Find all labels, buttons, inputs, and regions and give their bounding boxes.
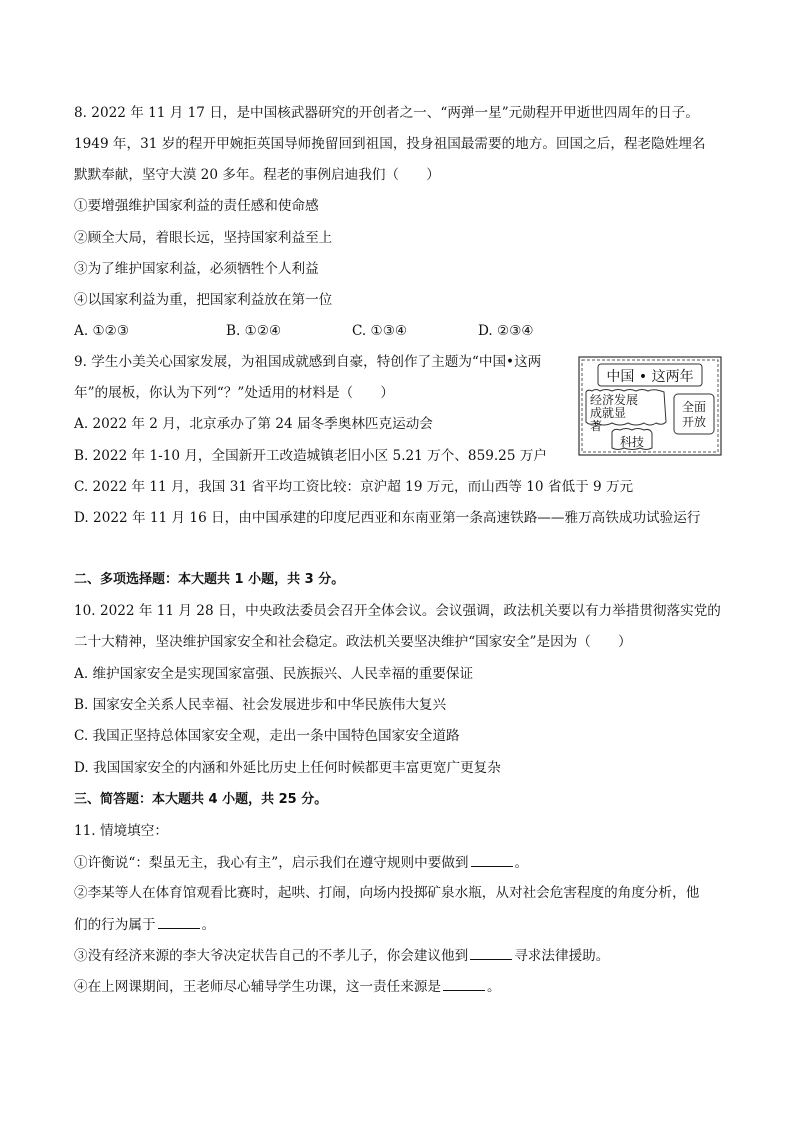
q9-option-c[interactable]: C. 2022 年 11 月，我国 31 省平均工资比较：京沪超 19 万元，而山西等 10 省低于 9 万元 (74, 479, 634, 495)
board-economy-line-1: 经济发展 (590, 393, 639, 407)
q11-item-4-tail: 。 (487, 979, 501, 995)
q10-option-d[interactable]: D. 我国国家安全的内涵和外延比历史上任何时候都更丰富更宽广更复杂 (74, 760, 501, 776)
q10-stem-line-1: 10. 2022 年 11 月 28 日，中央政法委员会召开全体会议。会议强调，政法机关要以有力举措贯彻落实党的 (74, 603, 721, 619)
section-3-heading: 三、简答题：本大题共 4 小题，共 25 分。 (74, 792, 328, 807)
q11-item-3-tail: 寻求法律援助。 (514, 948, 610, 964)
q11-item-1-blank[interactable] (471, 852, 513, 867)
q11-item-4 (74, 976, 501, 997)
q8-statement-4: ④以国家利益为重，把国家利益放在第一位 (74, 292, 333, 308)
q11-item-2-blank[interactable] (158, 914, 200, 929)
q11-item-4-blank[interactable] (443, 976, 485, 991)
board-open-line-2: 开放 (681, 415, 707, 429)
q10-option-a[interactable]: A. 维护国家安全是实现国家富强、民族振兴、人民幸福的重要保证 (74, 666, 474, 682)
section-2-heading: 二、多项选择题：本大题共 1 小题，共 3 分。 (74, 572, 345, 587)
q10-stem-line-2: 二十大精神，坚决维护国家安全和社会稳定。政法机关要坚决维护“国家安全”是因为（ ） (74, 634, 632, 650)
q8-option-a[interactable]: A. ①②③ (74, 323, 130, 339)
q8-option-b[interactable]: B. ①②④ (226, 323, 282, 339)
q8-statement-3: ③为了维护国家利益，必须牺牲个人利益 (74, 261, 319, 277)
q11-item-2-text: ②李某等人在体育馆观看比赛时，起哄、打闹，向场内投掷矿泉水瓶，从对社会危害程度的角度分析，他 (74, 885, 700, 901)
q11-item-2 (74, 883, 699, 903)
board-title: 中国 • 这两年 (606, 369, 694, 385)
q9-option-d[interactable]: D. 2022 年 11 月 16 日，由中国承建的印度尼西亚和东南亚第一条高速铁路——雅万高铁成功试验运行 (74, 510, 701, 526)
board-open-line-1: 全面 (681, 400, 707, 414)
q11-item-3 (74, 945, 609, 966)
q11-title: 11. 情境填空： (74, 823, 168, 839)
q8-stem-line-3: 默默奉献，坚守大漠 20 多年。程老的事例启迪我们（ ） (74, 167, 440, 183)
q8-statement-1: ①要增强维护国家利益的责任感和使命感 (74, 198, 319, 214)
exhibition-board-figure (578, 356, 722, 456)
board-economy-line-3: 著 (590, 419, 603, 433)
q10-option-c[interactable]: C. 我国正坚持总体国家安全观，走出一条中国特色国家安全道路 (74, 728, 460, 744)
q9-option-a[interactable]: A. 2022 年 2 月，北京承办了第 24 届冬季奥林匹克运动会 (74, 416, 433, 432)
q11-item-4-text: ④在上网课期间，王老师尽心辅导学生功课，这一责任来源是 (74, 979, 442, 995)
q9-stem-line-1: 9. 学生小美关心国家发展，为祖国成就感到自豪，特创作了主题为“中国•这两 (74, 354, 542, 370)
q8-option-d[interactable]: D. ②③④ (478, 323, 534, 339)
q9-option-b[interactable]: B. 2022 年 1-10 月，全国新开工改造城镇老旧小区 5.21 万个、859.25 万户 (74, 448, 547, 464)
q11-item-1 (74, 852, 528, 873)
q8-stem-line-2: 1949 年，31 岁的程开甲婉拒英国导师挽留回到祖国，投身祖国最需要的地方。回国之后，程老隐姓埋名 (74, 136, 706, 152)
q11-item-1-tail: 。 (514, 855, 529, 871)
q11-item-2-cont (74, 914, 215, 935)
q8-stem-line-1: 8. 2022 年 11 月 17 日，是中国核武器研究的开创者之一、“两弹一星”元勋程开甲逝世四周年的日子。 (74, 105, 699, 121)
board-tech: 科技 (620, 435, 645, 449)
q11-item-2-cont-text: 们的行为属于 (74, 917, 156, 933)
q8-statement-2: ②顾全大局，着眼长远，坚持国家利益至上 (74, 230, 333, 246)
q9-stem-line-2: 年”的展板，你认为下列“？”处适用的材料是（ ） (74, 385, 394, 401)
q11-item-1-text: ①许衡说“：梨虽无主，我心有主”，启示我们在遵守规则中要做到 (74, 855, 469, 871)
q8-option-c[interactable]: C. ①③④ (352, 323, 408, 339)
q10-option-b[interactable]: B. 国家安全关系人民幸福、社会发展进步和中华民族伟大复兴 (74, 697, 447, 713)
q11-item-3-blank[interactable] (470, 945, 512, 960)
board-economy-line-2: 成就显 (590, 406, 627, 420)
q11-item-2-tail: 。 (201, 917, 216, 933)
q11-item-3-text: ③没有经济来源的李大爷决定状告自己的不孝儿子，你会建议他到 (74, 948, 469, 964)
